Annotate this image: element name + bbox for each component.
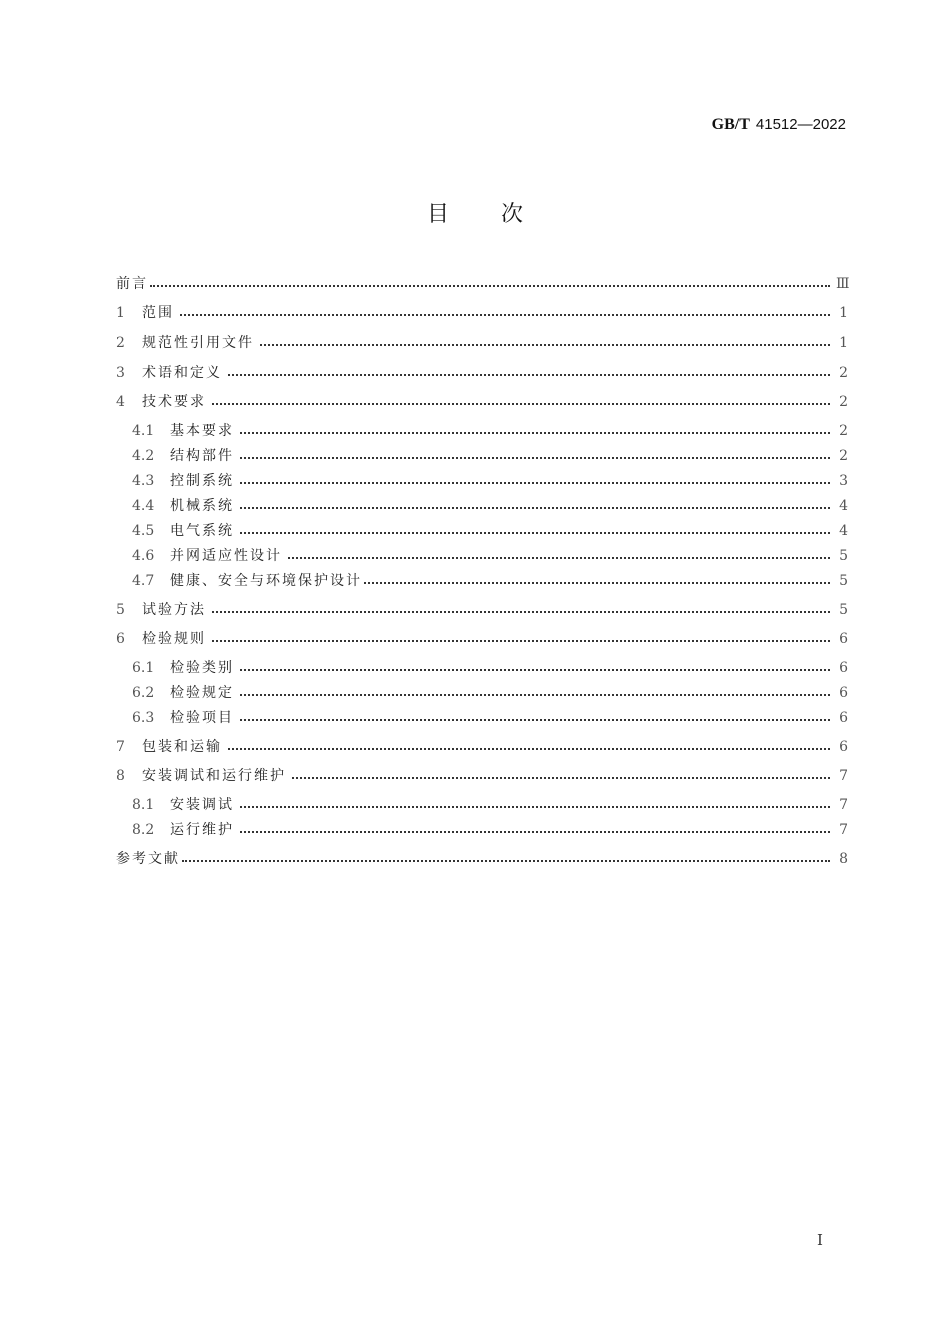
toc-page: 4 xyxy=(839,498,848,514)
toc-entry-4-4[interactable] xyxy=(132,495,848,517)
toc-number: 8 xyxy=(116,768,125,784)
toc-entry-4[interactable] xyxy=(116,391,848,413)
dot-leader xyxy=(240,495,830,517)
toc-entry-7[interactable] xyxy=(116,736,848,758)
toc-page: 7 xyxy=(839,797,848,813)
dot-leader xyxy=(240,682,830,704)
toc-entry-4-6[interactable] xyxy=(132,545,848,567)
toc-label: 规范性引用文件 xyxy=(142,335,254,351)
toc-number: 8.2 xyxy=(132,822,155,838)
toc-number: 4.4 xyxy=(132,498,155,514)
title-char-2: 次 xyxy=(501,202,524,227)
toc-label: 安装调试 xyxy=(170,797,234,813)
dot-leader xyxy=(240,445,830,467)
toc-number: 8.1 xyxy=(132,797,155,813)
toc-entry-8-2[interactable] xyxy=(132,819,848,841)
dot-leader xyxy=(240,420,830,442)
toc-page: 1 xyxy=(839,305,848,321)
toc-label: 技术要求 xyxy=(142,394,206,410)
toc-page: 6 xyxy=(839,660,848,676)
toc-label: 术语和定义 xyxy=(142,365,222,381)
toc-number: 6 xyxy=(116,631,125,647)
dot-leader xyxy=(364,570,830,592)
toc-page: 5 xyxy=(839,602,848,618)
toc-label: 结构部件 xyxy=(170,448,234,464)
toc-entry-8[interactable] xyxy=(116,765,848,787)
dot-leader xyxy=(288,545,830,567)
toc-label: 检验项目 xyxy=(170,710,234,726)
toc-number: 4.1 xyxy=(132,423,155,439)
toc-page: 7 xyxy=(839,822,848,838)
toc-page: 3 xyxy=(839,473,848,489)
toc-number: 4.6 xyxy=(132,548,155,564)
toc-entry-3[interactable] xyxy=(116,362,848,384)
dot-leader xyxy=(212,599,830,621)
toc-page: 2 xyxy=(839,423,848,439)
toc-label: 运行维护 xyxy=(170,822,234,838)
toc-entry-bibliography[interactable] xyxy=(116,848,848,870)
toc-entry-4-7[interactable] xyxy=(132,570,848,592)
toc-label: 前言 xyxy=(116,276,148,292)
toc-entry-6-1[interactable] xyxy=(132,657,848,679)
title-char-1: 目 xyxy=(426,202,449,227)
dot-leader xyxy=(212,628,830,650)
toc-label: 参考文献 xyxy=(116,851,180,867)
toc-label: 检验规定 xyxy=(170,685,234,701)
toc-number: 4.3 xyxy=(132,473,155,489)
toc-number: 6.2 xyxy=(132,685,155,701)
toc-label: 控制系统 xyxy=(170,473,234,489)
toc-entry-4-3[interactable] xyxy=(132,470,848,492)
toc-entry-4-2[interactable] xyxy=(132,445,848,467)
toc-entry-4-1[interactable] xyxy=(132,420,848,442)
toc-label: 机械系统 xyxy=(170,498,234,514)
dot-leader xyxy=(240,657,830,679)
toc-label: 试验方法 xyxy=(142,602,206,618)
toc-page: 4 xyxy=(839,523,848,539)
toc-label: 安装调试和运行维护 xyxy=(142,768,286,784)
toc-number: 4.2 xyxy=(132,448,155,464)
toc-page: 6 xyxy=(839,710,848,726)
dot-leader xyxy=(260,332,830,354)
toc-label: 检验类别 xyxy=(170,660,234,676)
dot-leader xyxy=(180,302,830,324)
dot-leader xyxy=(212,391,830,413)
toc-entry-4-5[interactable] xyxy=(132,520,848,542)
page-title xyxy=(0,197,950,228)
toc-number: 7 xyxy=(116,739,125,755)
toc-label: 电气系统 xyxy=(170,523,234,539)
toc-entry-6[interactable] xyxy=(116,628,848,650)
toc-page: 6 xyxy=(839,739,848,755)
toc-label: 并网适应性设计 xyxy=(170,548,282,564)
page-number: I xyxy=(817,1231,823,1249)
toc-page: Ⅲ xyxy=(836,276,850,292)
toc-label: 检验规则 xyxy=(142,631,206,647)
toc-number: 4.7 xyxy=(132,573,155,589)
dot-leader xyxy=(292,765,830,787)
toc-page: 5 xyxy=(839,573,848,589)
toc-page: 8 xyxy=(839,851,848,867)
dot-leader xyxy=(240,794,830,816)
toc-label: 包装和运输 xyxy=(142,739,222,755)
standard-prefix: GB/T xyxy=(711,116,750,133)
toc-page: 6 xyxy=(839,685,848,701)
toc-number: 4 xyxy=(116,394,125,410)
toc-label: 健康、安全与环境保护设计 xyxy=(170,573,362,589)
standard-number: 41512—2022 xyxy=(755,116,846,133)
dot-leader xyxy=(228,362,830,384)
dot-leader xyxy=(240,470,830,492)
toc-number: 3 xyxy=(116,365,125,381)
toc-number: 6.3 xyxy=(132,710,155,726)
toc-entry-foreword[interactable] xyxy=(116,273,848,295)
toc-page: 2 xyxy=(839,365,848,381)
toc-label: 范围 xyxy=(142,305,174,321)
toc-page: 1 xyxy=(839,335,848,351)
dot-leader xyxy=(240,707,830,729)
toc-entry-6-3[interactable] xyxy=(132,707,848,729)
toc-number: 1 xyxy=(116,305,125,321)
toc-entry-5[interactable] xyxy=(116,599,848,621)
toc-page: 2 xyxy=(839,448,848,464)
toc-entry-6-2[interactable] xyxy=(132,682,848,704)
toc-page: 2 xyxy=(839,394,848,410)
toc-page: 6 xyxy=(839,631,848,647)
toc-number: 4.5 xyxy=(132,523,155,539)
toc-page: 5 xyxy=(839,548,848,564)
toc-number: 6.1 xyxy=(132,660,155,676)
dot-leader xyxy=(240,520,830,542)
toc-entry-8-1[interactable] xyxy=(132,794,848,816)
toc-number: 2 xyxy=(116,335,125,351)
toc-number: 5 xyxy=(116,602,125,618)
standard-code xyxy=(712,115,846,134)
dot-leader xyxy=(240,819,830,841)
toc-entry-1[interactable] xyxy=(116,302,848,324)
toc-entry-2[interactable] xyxy=(116,332,848,354)
dot-leader xyxy=(182,848,830,870)
toc-label: 基本要求 xyxy=(170,423,234,439)
dot-leader xyxy=(228,736,830,758)
dot-leader xyxy=(150,273,830,295)
toc-page: 7 xyxy=(839,768,848,784)
